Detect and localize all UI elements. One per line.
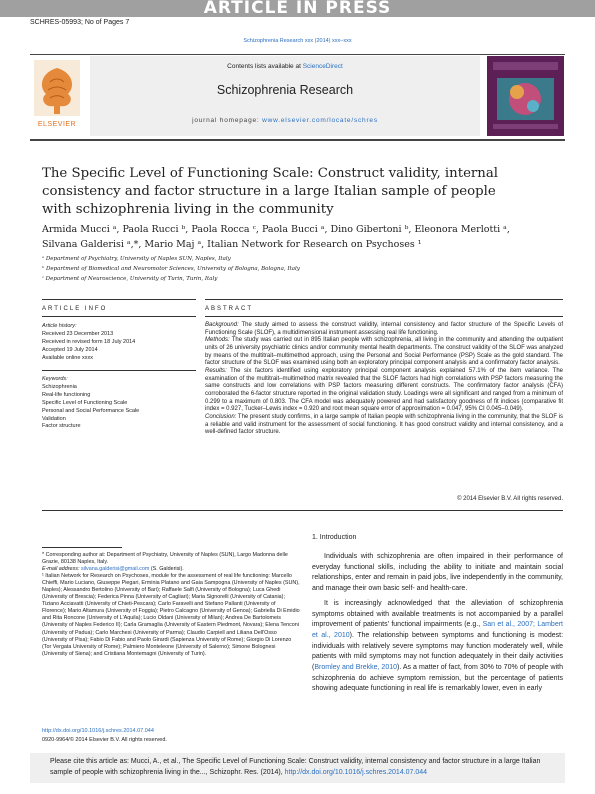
publisher-name: ELSEVIER [37, 121, 77, 128]
journal-reference-link[interactable]: Schizophrenia Research xxx (2014) xxx–xxx [243, 38, 352, 44]
abstract-bottom-rule [42, 510, 563, 511]
doi-link[interactable]: http://dx.doi.org/10.1016/j.schres.2014.07.044 [42, 728, 154, 734]
article-info-rule-2 [42, 316, 196, 317]
network-note: ¹ Italian Network for Research on Psychoses, module for the assessment of real life functioning: Marcello Chieffi, Mario Luciano, Giuseppe Piegari, Erminia Platano and Gaia Sampogna (University of Naples (SUN), Naples); Alessandro Bertolino (University of Bari); Raffaele Salfi (University of Bologna); Luca Ghedi (University of Brescia); Federica Pinna (University of Cagliari); Maria Signorelli (University of Catania); Tiziano Acciavatti (University of Chieti-Pescara); Carlo Faravelli and Stefano Pallanti (University of Florence); Mario Altamura (University of Foggia); Pietro Calcagno (University of Genoa); Gabriella Di Emidio and Rita Roncone (University of L'Aquila); Lucio Oldani (University of Milan); Andrea De Bartolomeis (University of Naples Federico II); Carla Gramaglia (University of Eastern Piedmont, Novara); Elena Tenconi (University of Padua); Carlo Marchesi (University of Parma); Claudio Carpiell and Liliana Dell'Osso (University of Pisa); Fabio Di Fabio and Paolo Girardi (Sapienza University of Rome); Giorgio Di Lorenzo (Tor Vergata University of Rome); Palmiero Monteleone (University of Salerno); Simone Bolognesi (University of Siena); and Cristiana Montemagni (University of Turin). [42, 573, 300, 657]
citation-doi-link[interactable]: http://dx.doi.org/10.1016/j.schres.2014.07.044 [284, 769, 428, 776]
header-rule-bottom [30, 139, 565, 141]
authors-line-2: Silvana Galderisi ᵃ,*, Mario Maj ᵃ, Italian Network for Research on Psychoses ¹ [42, 239, 422, 250]
email-label: E-mail address: [42, 566, 80, 573]
keyword-item: Personal and Social Performance Scale [42, 407, 140, 414]
intro-p2-b: ). The relationship between symptoms and functioning is modest: individuals with relatively severe symptoms may function moderately well, while patients with mild symptoms may not function adequately in their daily activities ( [312, 631, 564, 672]
article-history [42, 323, 202, 363]
keyword-item: Factor structure [42, 423, 81, 430]
affiliation-c: ᶜ Department of Neuroscience, University of Turin, Turin, Italy [42, 276, 218, 282]
intro-p2-c: ). As a matter of fact, from 30% to 70% of people with schizophrenia do achieve symptom remission, but the percentage of patients showing adequate functioning in real life is remarkably lower, even in early [312, 664, 563, 693]
keyword-item: Schizophrenia [42, 383, 77, 390]
abstract-methods: The study was carried out in 895 Italian people with schizophrenia, all living in the community and attending the outpatient units of 26 university psychiatric clinics and/or community mental health departments. The construct validity of the SLOF was analyzed by means of the multitrait–multimethod approach, using the Personal and Social Performance (PSP) Scale as the gold standard. The factor structure of the SLOF was examined using both an exploratory principal component analysis and a confirmatory factor analysis. [205, 337, 563, 367]
keyword-item: Validation [42, 415, 66, 422]
journal-homepage [90, 117, 480, 124]
citation-link-bromley[interactable]: Bromley and Brekke, 2010 [314, 664, 397, 672]
abstract-text [205, 322, 563, 437]
intro-p2-a: It is increasingly acknowledged that the alleviation of schizophrenia symptoms obtained with available treatments is not accompanied by a parallel improvement of patients' functional impairments (e.g., [312, 599, 563, 629]
keyword-item: Real-life functioning [42, 391, 91, 398]
abstract-heading: ABSTRACT [205, 306, 254, 312]
keywords-block [42, 376, 202, 431]
contents-line [90, 63, 480, 70]
keywords-label: Keywords: [42, 376, 68, 382]
footnote-rule [42, 547, 122, 548]
article-info-heading: ARTICLE INFO [42, 306, 108, 312]
elsevier-tree-logo [30, 58, 84, 128]
history-label: Article history: [42, 323, 77, 329]
history-revised: Received in revised form 18 July 2014 [42, 338, 136, 345]
author-list [42, 222, 512, 252]
affiliation-a: ᵃ Department of Psychiatry, University of Naples SUN, Naples, Italy [42, 256, 231, 262]
journal-title: Schizophrenia Research [216, 83, 354, 97]
article-title: The Specific Level of Functioning Scale: Construct validity, internal consistency and factor structure in a large Italian sample of people with schizophrenia living in the community [42, 166, 499, 217]
affiliation-b: ᵇ Department of Biomedical and Neuromotor Sciences, University of Bologna, Bologna, Italy [42, 266, 300, 272]
keyword-item: Specific Level of Functioning Scale [42, 399, 128, 406]
abstract-methods-label: Methods: [205, 337, 230, 344]
abstract-conclusion-label: Conclusion: [205, 413, 237, 420]
journal-cover-image [487, 56, 564, 136]
history-received: Received 23 December 2013 [42, 330, 114, 337]
homepage-prefix: journal homepage: [192, 117, 260, 124]
article-info-rule [42, 299, 196, 300]
abstract-conclusion: The present study confirms, in a large sample of Italian people with schizophrenia living in the community, that the SLOF is a reliable and valid instrument for the assessment of social functioning. It has good construct validity and internal consistency, and a well-defined factor structure. [205, 413, 563, 436]
introduction-heading: 1. Introduction [312, 534, 357, 541]
email-link[interactable]: silvana.galderisi@gmail.com [80, 566, 150, 573]
introduction-body [312, 552, 563, 695]
citation-text [50, 756, 555, 778]
intro-paragraph-2 [312, 599, 563, 695]
abstract-results-label: Results: [205, 367, 227, 374]
abstract-copyright: © 2014 Elsevier B.V. All rights reserved. [457, 496, 563, 502]
history-online: Available online xxxx [42, 354, 93, 361]
rights-line: 0920-9964/© 2014 Elsevier B.V. All rights reserved. [42, 737, 167, 743]
homepage-link[interactable]: www.elsevier.com/locate/schres [262, 117, 378, 124]
abstract-rule [205, 299, 563, 300]
abstract-background: The study aimed to assess the construct validity, internal consistency and factor structure of the Specific Levels of Functioning Scale (SLOF), a multidimensional instrument assessing real life functioning. [205, 322, 563, 336]
history-accepted: Accepted 19 July 2014 [42, 346, 98, 353]
contents-prefix: Contents lists available at [227, 63, 301, 70]
email-note [42, 566, 300, 573]
header-rule-top [30, 54, 565, 55]
abstract-rule-2 [205, 316, 563, 317]
manuscript-id: SCHRES-05993; No of Pages 7 [30, 19, 130, 26]
abstract-background-label: Background: [205, 322, 239, 328]
banner-label: ARTICLE IN PRESS [203, 0, 392, 18]
citation-link-san-lambert[interactable]: San et al., 2007; Lambert et al., 2010 [312, 621, 563, 639]
footnotes [42, 552, 300, 658]
email-suffix: (S. Galderisi). [149, 566, 184, 573]
citation-body: Please cite this article as: Mucci, A., et al., The Specific Level of Functioning Scale: Construct validity, internal consistency and factor structure in a large Italian sample of people with schizophrenia living in the..., Schizophr. Res. (2014), [50, 758, 541, 776]
keywords-rule [42, 370, 196, 371]
sciencedirect-link[interactable]: ScienceDirect [302, 63, 343, 70]
intro-paragraph-1: Individuals with schizophrenia are often impaired in their performance of everyday functional skills, including the ability to initiate and maintain social relationships, enter and remain in paid jobs, live independently in the community, and manage their own basic self- and health-care. [312, 553, 563, 593]
corresponding-author-note: * Corresponding author at: Department of Psychiatry, University of Naples (SUN), Largo Madonna delle Grazie, 80138 Naples, Italy. [42, 552, 288, 566]
abstract-results: The six factors identified using exploratory principal component analysis explained 57.1% of the item variance. The examination of the multitrait–multimethod matrix revealed that the SLOF factors had high correlations with PSP factors measuring the same constructs and low correlations with PSP factors measuring different constructs. The confirmatory factor analysis (CFA) corroborated the 6-factor structure reported in the original validation study. Loadings were all significant and ranged from a minimum of 0.299 to a maximum of 0.803. The CFA model was adequately powered and had satisfactory goodness of fit indices (comparative fit index = 0.927, Tucker–Lewis index = 0.920 and root mean square error of approximation = 0.047, 95% CI 0.045–0.049). [205, 367, 563, 413]
authors-line-1: Armida Mucci ᵃ, Paola Rucci ᵇ, Paola Rocca ᶜ, Paola Bucci ᵃ, Dino Gibertoni ᵇ, Eleonora Merlotti ᵃ, [42, 224, 510, 235]
